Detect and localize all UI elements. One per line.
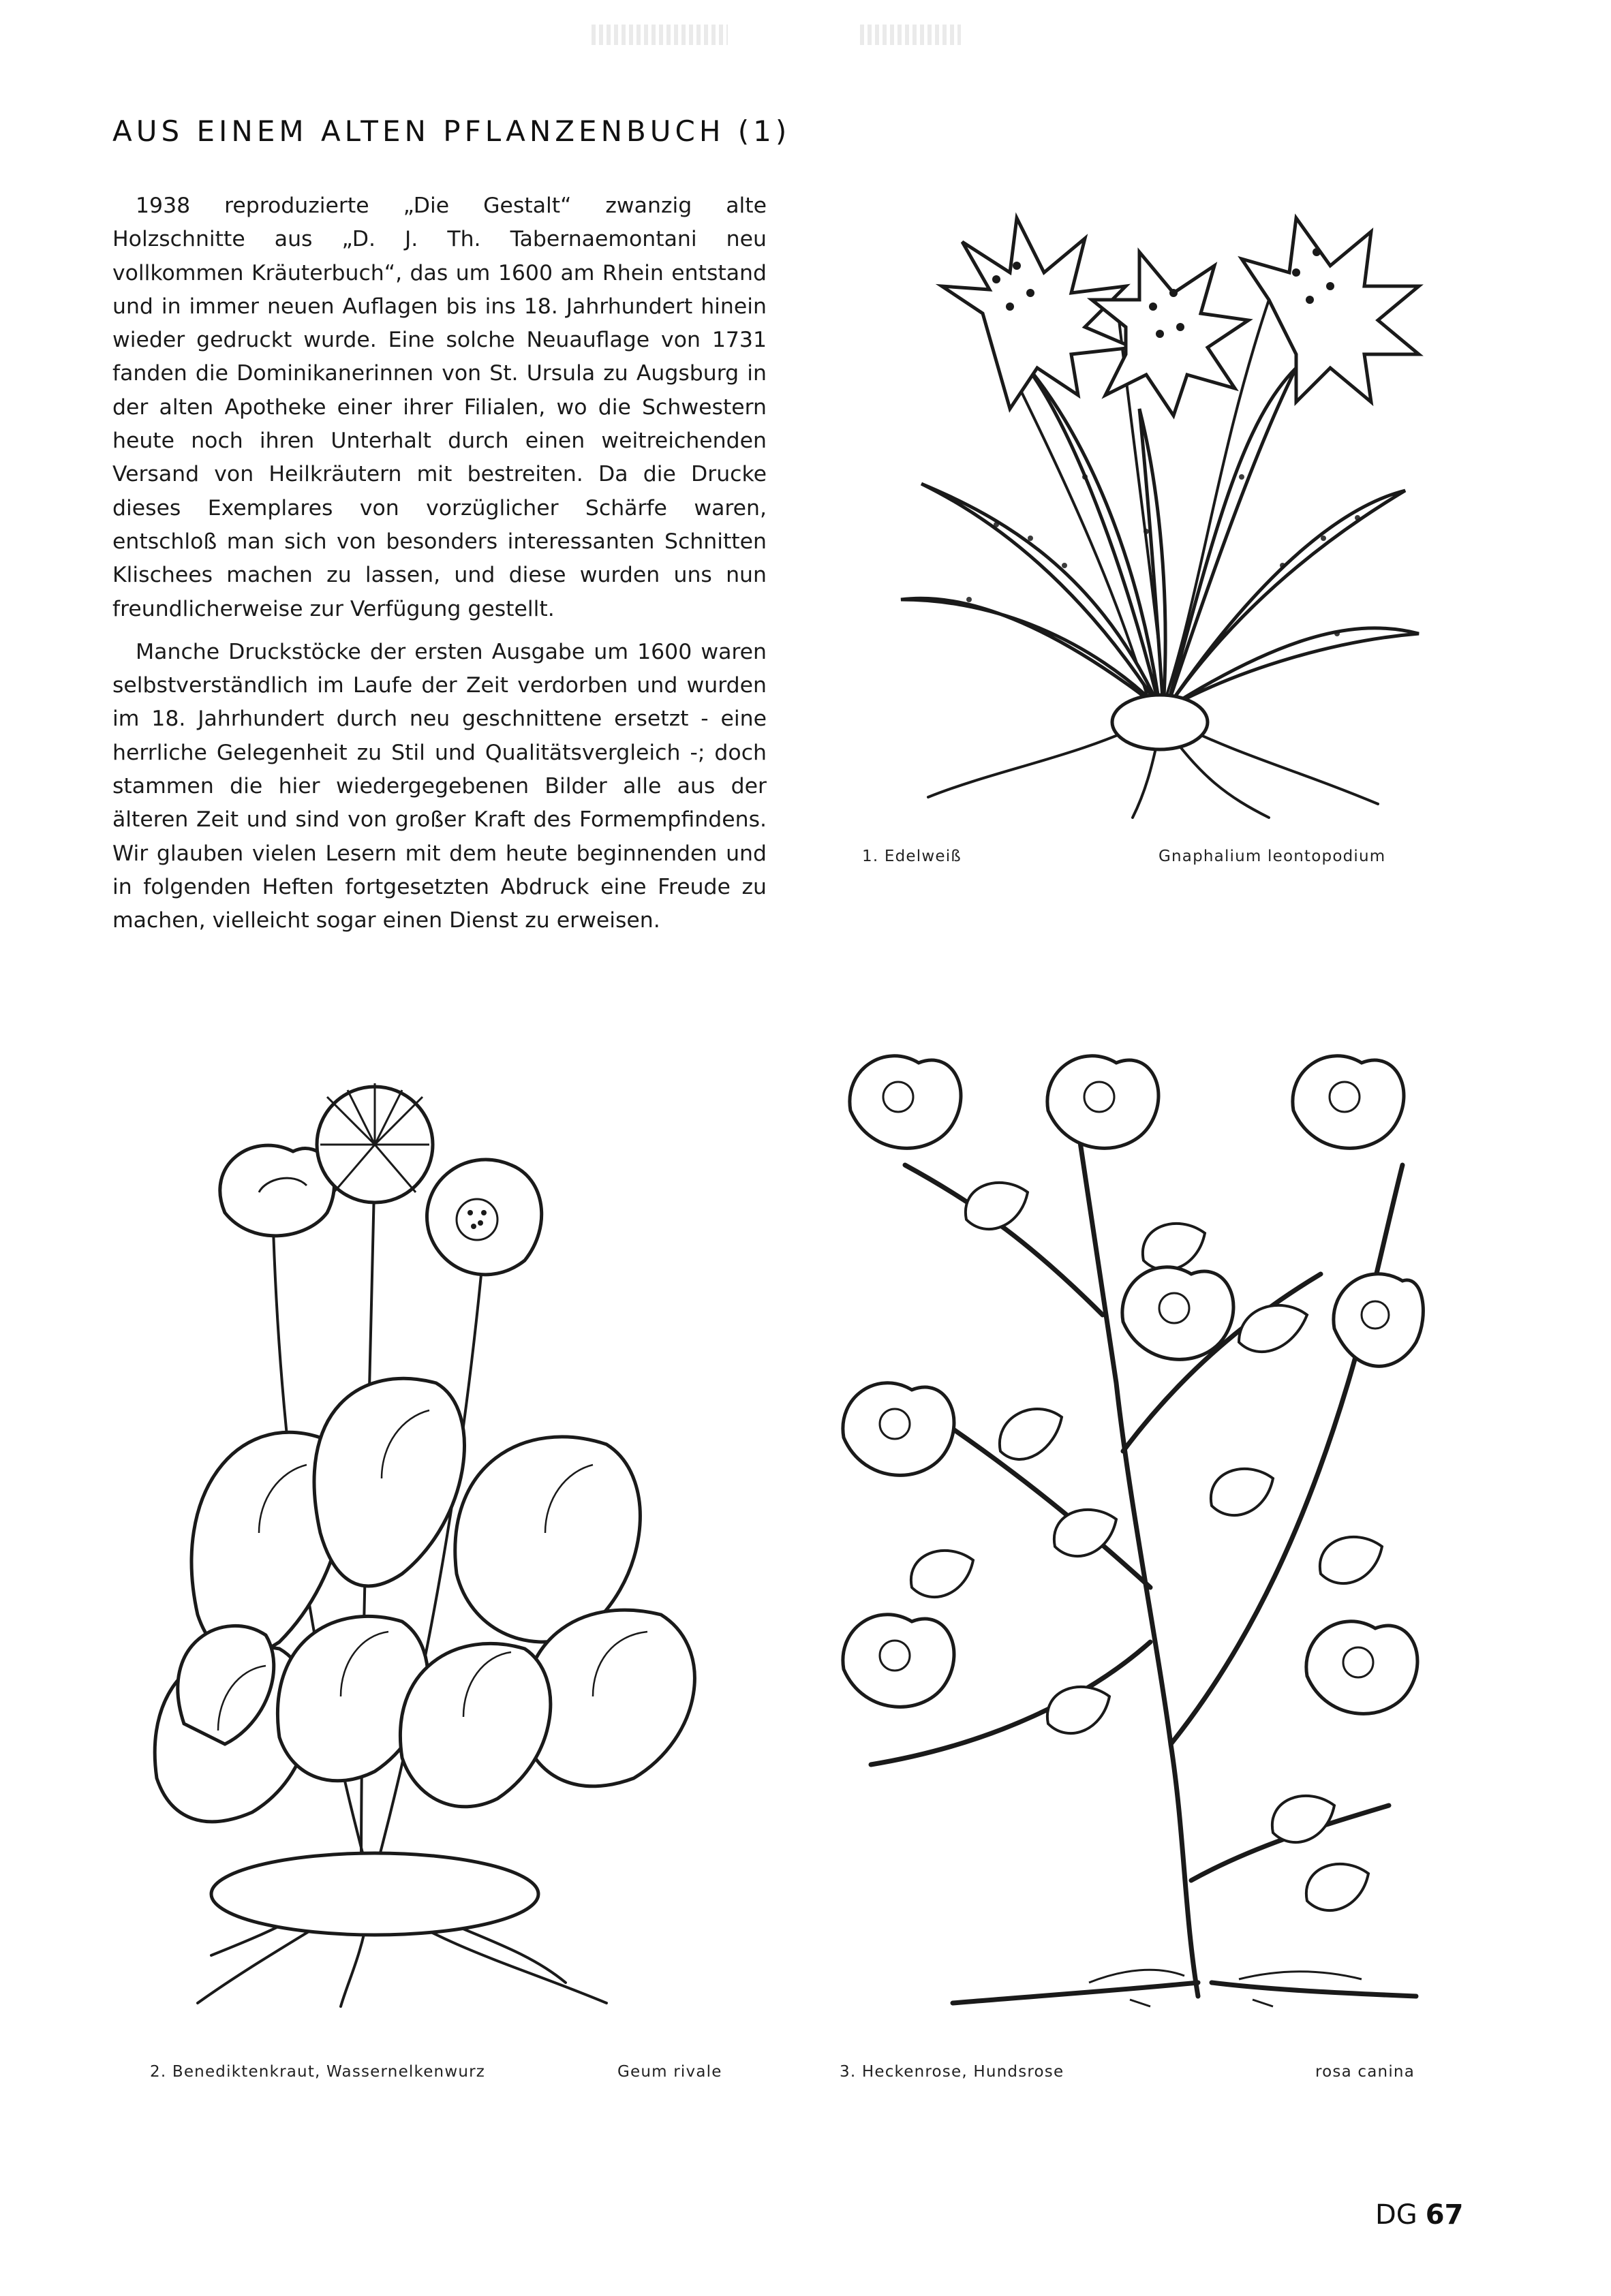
figure-caption-latin: Geum rivale <box>617 2063 722 2081</box>
geum-illustration <box>143 1056 743 2010</box>
page-footer <box>1375 2199 1463 2231</box>
edelweiss-illustration <box>860 123 1439 824</box>
geum-woodcut <box>143 1056 743 2010</box>
article-body <box>112 189 767 948</box>
figure-caption-number: 3. Heckenrose, Hundsrose <box>840 2063 1064 2081</box>
article-paragraph: 1938 reproduzierte „Die Gestalt“ zwanzig alte Holzschnitte aus „D. J. Th. Tabernaemontani neu vollkommen Kräuterbuch“, das um 1600 am Rhein entstand und in immer neuen Auflagen bis ins 18. Jahrhundert hinein wieder gedruckt wurde. Eine solche Neuauflage von 1731 fanden die Dominikanerinnen von St. Ursula zu Augsburg in der alten Apotheke einer ihrer Filialen, wo die Schwestern heute noch ihren Unterhalt durch einen weitreichenden Versand von Heilkräutern mit bestreiten. Da die Drucke dieses Exemplares von vorzüglicher Schärfe waren, entschloß man sich von besonders interessanten Schnitten Klischees machen zu lassen, und diese wurden uns nun freundlicherweise zur Verfügung gestellt. <box>112 193 767 621</box>
rose-illustration <box>830 1029 1430 2010</box>
article-paragraph: Manche Druckstöcke der ersten Ausgabe um 1600 waren selbstverständlich im Laufe der Zeit verdorben und wurden im 18. Jahrhundert durch neu geschnittene ersetzt - eine herrliche Gelegenheit zu Stil und Qualitätsvergleich -; doch stammen die hier wiedergegebenen Bilder alle aus der älteren Zeit und sind von großer Kraft des Formempfindens. Wir glauben vielen Lesern mit dem heute beginnenden und in folgenden Heften fortgesetzten Abdruck eine Freude zu machen, vielleicht sogar einen Dienst zu erweisen. <box>112 639 767 933</box>
figure-caption-number: 1. Edelweiß <box>862 848 962 865</box>
figure-caption-latin: Gnaphalium leontopodium <box>1159 848 1386 865</box>
scan-artifact <box>860 25 961 45</box>
page-number: 67 <box>1425 2199 1464 2231</box>
figure-caption-latin: rosa canina <box>1315 2063 1415 2081</box>
edelweiss-woodcut <box>860 123 1439 824</box>
figure-caption-number: 2. Benediktenkraut, Wassernelkenwurz <box>150 2063 486 2081</box>
scan-artifact <box>592 25 728 45</box>
article-title: AUS EINEM ALTEN PFLANZENBUCH (1) <box>112 114 791 148</box>
journal-abbreviation: DG <box>1375 2199 1417 2231</box>
rose-woodcut <box>830 1029 1430 2010</box>
